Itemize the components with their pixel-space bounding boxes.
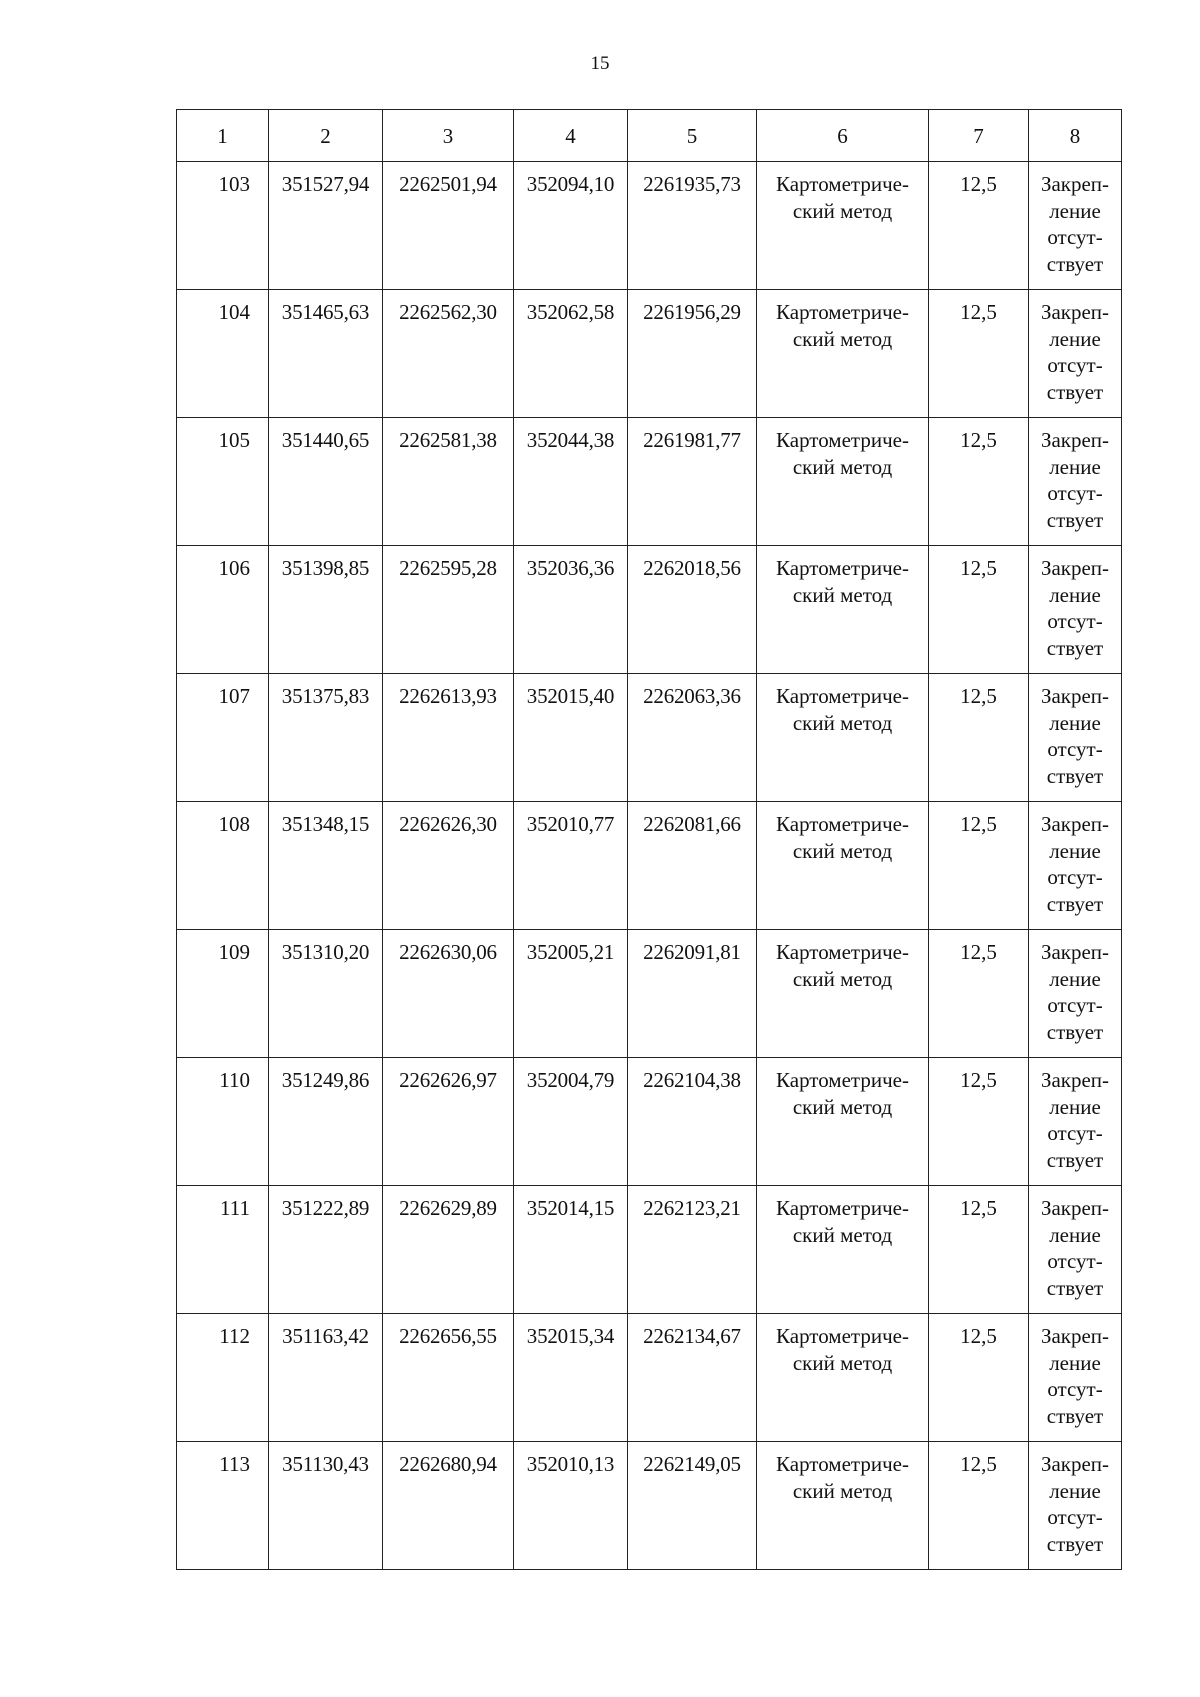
note-cell: Закреп- ление отсут- ствует bbox=[1029, 1442, 1122, 1570]
x-coordinate-new-cell: 352015,40 bbox=[514, 674, 628, 802]
method-cell: Картометриче- ский метод bbox=[757, 674, 929, 802]
method-cell: Картометриче- ский метод bbox=[757, 930, 929, 1058]
y-coordinate-new-cell: 2262081,66 bbox=[628, 802, 757, 930]
y-coordinate-new-cell: 2262104,38 bbox=[628, 1058, 757, 1186]
y-coordinate-cell: 2262581,38 bbox=[383, 418, 514, 546]
x-coordinate-cell: 351465,63 bbox=[269, 290, 383, 418]
coordinates-table bbox=[176, 109, 1122, 1570]
y-coordinate-new-cell: 2262134,67 bbox=[628, 1314, 757, 1442]
x-coordinate-new-cell: 352010,13 bbox=[514, 1442, 628, 1570]
table-header-row bbox=[177, 110, 1122, 162]
accuracy-cell: 12,5 bbox=[929, 418, 1029, 546]
table-row bbox=[177, 930, 1122, 1058]
y-coordinate-cell: 2262595,28 bbox=[383, 546, 514, 674]
table-row bbox=[177, 290, 1122, 418]
column-header: 5 bbox=[628, 110, 757, 162]
note-cell: Закреп- ление отсут- ствует bbox=[1029, 290, 1122, 418]
note-cell: Закреп- ление отсут- ствует bbox=[1029, 1186, 1122, 1314]
x-coordinate-new-cell: 352014,15 bbox=[514, 1186, 628, 1314]
x-coordinate-cell: 351222,89 bbox=[269, 1186, 383, 1314]
x-coordinate-cell: 351130,43 bbox=[269, 1442, 383, 1570]
x-coordinate-new-cell: 352010,77 bbox=[514, 802, 628, 930]
x-coordinate-cell: 351375,83 bbox=[269, 674, 383, 802]
accuracy-cell: 12,5 bbox=[929, 1058, 1029, 1186]
y-coordinate-cell: 2262626,97 bbox=[383, 1058, 514, 1186]
column-header: 1 bbox=[177, 110, 269, 162]
x-coordinate-cell: 351527,94 bbox=[269, 162, 383, 290]
point-number-cell: 103 bbox=[177, 162, 269, 290]
note-cell: Закреп- ление отсут- ствует bbox=[1029, 546, 1122, 674]
y-coordinate-cell: 2262626,30 bbox=[383, 802, 514, 930]
method-cell: Картометриче- ский метод bbox=[757, 418, 929, 546]
accuracy-cell: 12,5 bbox=[929, 1442, 1029, 1570]
accuracy-cell: 12,5 bbox=[929, 546, 1029, 674]
table-row bbox=[177, 162, 1122, 290]
y-coordinate-new-cell: 2261935,73 bbox=[628, 162, 757, 290]
column-header: 2 bbox=[269, 110, 383, 162]
method-cell: Картометриче- ский метод bbox=[757, 1442, 929, 1570]
point-number-cell: 104 bbox=[177, 290, 269, 418]
note-cell: Закреп- ление отсут- ствует bbox=[1029, 1314, 1122, 1442]
x-coordinate-cell: 351163,42 bbox=[269, 1314, 383, 1442]
note-cell: Закреп- ление отсут- ствует bbox=[1029, 674, 1122, 802]
point-number-cell: 113 bbox=[177, 1442, 269, 1570]
x-coordinate-new-cell: 352036,36 bbox=[514, 546, 628, 674]
accuracy-cell: 12,5 bbox=[929, 802, 1029, 930]
y-coordinate-new-cell: 2261956,29 bbox=[628, 290, 757, 418]
column-header: 8 bbox=[1029, 110, 1122, 162]
table-row bbox=[177, 1058, 1122, 1186]
point-number-cell: 105 bbox=[177, 418, 269, 546]
y-coordinate-cell: 2262501,94 bbox=[383, 162, 514, 290]
page-number: 15 bbox=[590, 53, 610, 74]
x-coordinate-cell: 351398,85 bbox=[269, 546, 383, 674]
method-cell: Картометриче- ский метод bbox=[757, 546, 929, 674]
y-coordinate-cell: 2262680,94 bbox=[383, 1442, 514, 1570]
table-row bbox=[177, 418, 1122, 546]
x-coordinate-cell: 351249,86 bbox=[269, 1058, 383, 1186]
accuracy-cell: 12,5 bbox=[929, 1186, 1029, 1314]
x-coordinate-new-cell: 352062,58 bbox=[514, 290, 628, 418]
x-coordinate-cell: 351310,20 bbox=[269, 930, 383, 1058]
method-cell: Картометриче- ский метод bbox=[757, 1058, 929, 1186]
method-cell: Картометриче- ский метод bbox=[757, 162, 929, 290]
point-number-cell: 109 bbox=[177, 930, 269, 1058]
accuracy-cell: 12,5 bbox=[929, 930, 1029, 1058]
accuracy-cell: 12,5 bbox=[929, 1314, 1029, 1442]
column-header: 6 bbox=[757, 110, 929, 162]
accuracy-cell: 12,5 bbox=[929, 162, 1029, 290]
x-coordinate-new-cell: 352094,10 bbox=[514, 162, 628, 290]
y-coordinate-new-cell: 2262063,36 bbox=[628, 674, 757, 802]
table-body bbox=[177, 162, 1122, 1570]
column-header: 4 bbox=[514, 110, 628, 162]
method-cell: Картометриче- ский метод bbox=[757, 290, 929, 418]
y-coordinate-new-cell: 2262149,05 bbox=[628, 1442, 757, 1570]
y-coordinate-cell: 2262613,93 bbox=[383, 674, 514, 802]
y-coordinate-cell: 2262630,06 bbox=[383, 930, 514, 1058]
x-coordinate-new-cell: 352004,79 bbox=[514, 1058, 628, 1186]
table-row bbox=[177, 802, 1122, 930]
column-header: 3 bbox=[383, 110, 514, 162]
accuracy-cell: 12,5 bbox=[929, 674, 1029, 802]
x-coordinate-new-cell: 352044,38 bbox=[514, 418, 628, 546]
x-coordinate-cell: 351348,15 bbox=[269, 802, 383, 930]
note-cell: Закреп- ление отсут- ствует bbox=[1029, 418, 1122, 546]
point-number-cell: 107 bbox=[177, 674, 269, 802]
method-cell: Картометриче- ский метод bbox=[757, 1186, 929, 1314]
y-coordinate-cell: 2262656,55 bbox=[383, 1314, 514, 1442]
x-coordinate-cell: 351440,65 bbox=[269, 418, 383, 546]
accuracy-cell: 12,5 bbox=[929, 290, 1029, 418]
point-number-cell: 108 bbox=[177, 802, 269, 930]
note-cell: Закреп- ление отсут- ствует bbox=[1029, 1058, 1122, 1186]
y-coordinate-new-cell: 2262091,81 bbox=[628, 930, 757, 1058]
y-coordinate-new-cell: 2262123,21 bbox=[628, 1186, 757, 1314]
note-cell: Закреп- ление отсут- ствует bbox=[1029, 930, 1122, 1058]
point-number-cell: 106 bbox=[177, 546, 269, 674]
note-cell: Закреп- ление отсут- ствует bbox=[1029, 162, 1122, 290]
point-number-cell: 110 bbox=[177, 1058, 269, 1186]
y-coordinate-cell: 2262629,89 bbox=[383, 1186, 514, 1314]
point-number-cell: 112 bbox=[177, 1314, 269, 1442]
note-cell: Закреп- ление отсут- ствует bbox=[1029, 802, 1122, 930]
table-row bbox=[177, 1186, 1122, 1314]
y-coordinate-new-cell: 2262018,56 bbox=[628, 546, 757, 674]
method-cell: Картометриче- ский метод bbox=[757, 802, 929, 930]
table-row bbox=[177, 546, 1122, 674]
y-coordinate-cell: 2262562,30 bbox=[383, 290, 514, 418]
method-cell: Картометриче- ский метод bbox=[757, 1314, 929, 1442]
y-coordinate-new-cell: 2261981,77 bbox=[628, 418, 757, 546]
x-coordinate-new-cell: 352005,21 bbox=[514, 930, 628, 1058]
column-header: 7 bbox=[929, 110, 1029, 162]
table-row bbox=[177, 674, 1122, 802]
table-row bbox=[177, 1314, 1122, 1442]
x-coordinate-new-cell: 352015,34 bbox=[514, 1314, 628, 1442]
table-row bbox=[177, 1442, 1122, 1570]
point-number-cell: 111 bbox=[177, 1186, 269, 1314]
